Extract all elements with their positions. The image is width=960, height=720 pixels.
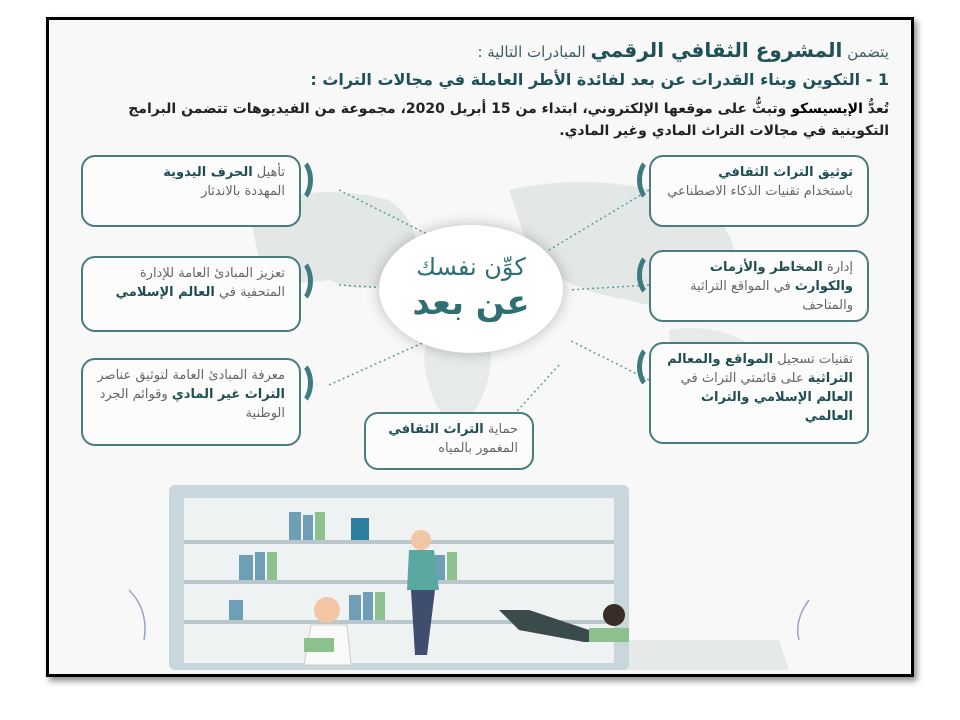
- l1-rest: المهددة بالاندثار: [201, 184, 285, 199]
- r3-bold: المواقع والمعالم التراثية: [667, 352, 853, 386]
- r2-rest: في المواقع التراثية والمتاحف: [690, 279, 853, 313]
- r2-pre: إدارة: [826, 260, 853, 275]
- bracket-icon: [283, 258, 313, 304]
- r3-pre: تقنيات تسجيل: [777, 352, 853, 367]
- bracket-icon: [637, 252, 667, 298]
- l3-rest: وقوائم الجرد الوطنية: [99, 387, 285, 421]
- center-slogan: [379, 225, 563, 353]
- intro-prefix: يتضمن: [847, 43, 889, 61]
- org-name: الإيسيسكو: [791, 101, 863, 117]
- l3-pre: معرفة المبادئ العامة لتوثيق عناصر: [97, 368, 285, 383]
- initiative-museum-management: [81, 256, 301, 332]
- slogan-line2: عن بعد: [412, 283, 530, 323]
- bottom-rest: المغمور بالمياه: [438, 441, 518, 456]
- intro-suffix: المبادرات التالية :: [477, 43, 586, 61]
- project-name: المشروع الثقافي الرقمي: [590, 38, 843, 62]
- l1-pre: تأهيل: [256, 165, 285, 180]
- para-rest: وتبثُّ على موقعها الإلكتروني، ابتداء من 15 أبريل 2020، مجموعة من الفيديوهات تتضمن البرامج التكوينية في مجالات التراث المادي وغير المادي.: [128, 101, 889, 139]
- r3-bold2: العالم الإسلامي والتراث العالمي: [700, 390, 853, 424]
- bracket-icon: [283, 360, 313, 406]
- l2-pre: تعزيز المبادئ العامة للإدارة المتحفية في: [139, 266, 285, 300]
- bracket-icon: [637, 157, 667, 203]
- l1-bold: الحرف اليدوية: [163, 165, 253, 180]
- initiative-site-registration: [649, 342, 869, 444]
- para-start: تُعدُّ: [867, 101, 889, 117]
- initiative-intangible-heritage: [81, 358, 301, 446]
- r1-rest: باستخدام تقنيات الذكاء الاصطناعي: [667, 184, 853, 199]
- initiative-risk-management: [649, 250, 869, 322]
- slogan-line1: كوِّن نفسك: [416, 253, 526, 281]
- library-illustration: [89, 460, 849, 677]
- section-title: 1 - التكوين وبناء القدرات عن بعد لفائدة الأطر العاملة في مجالات التراث :: [310, 70, 889, 89]
- infographic-frame: [46, 17, 914, 677]
- r3-mid: على قائمتي التراث في: [680, 371, 804, 386]
- bottom-bold: التراث الثقافي: [388, 422, 484, 437]
- bottom-pre: حماية: [487, 422, 518, 437]
- l2-bold: العالم الإسلامي: [115, 285, 215, 300]
- initiative-heritage-documentation: [649, 155, 869, 227]
- bracket-icon: [637, 344, 667, 390]
- l3-bold: التراث غير المادي: [171, 387, 285, 402]
- intro-paragraph: [69, 98, 889, 142]
- intro-heading: [477, 38, 889, 62]
- r2-bold: المخاطر والأزمات والكوارث: [709, 260, 853, 294]
- bracket-icon: [283, 157, 313, 203]
- r1-bold: توثيق التراث الثقافي: [718, 165, 853, 180]
- initiative-handicrafts: [81, 155, 301, 227]
